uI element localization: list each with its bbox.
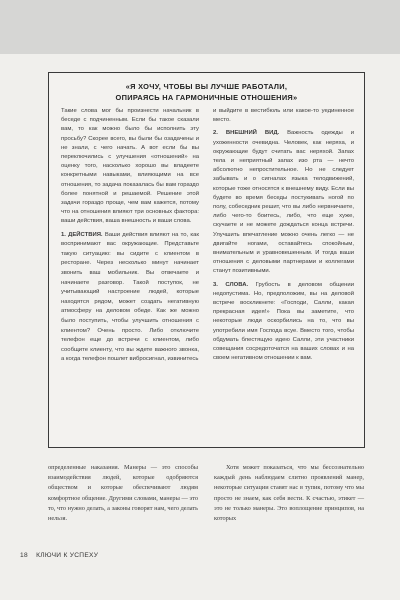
actions-text: Ваши действия влияют на то, как воспринимают вас окружающие. Представьте такую ситуацию: вы сидите с клиентом в ресторане. Через несколько минут начинает звонить ваш мобильник. Вы отвечаете и начинаете разговор. Такой поступок, не учитывающий настроение людей, которые находятся рядом, может создать негативную атмосферу на деловом обеде. Как же можно было поступить, чтобы улучшить отношения с клиентом? Очень просто. Либо отключите телефон еще до встречи с клиентом, либо сообщите клиенту, что вы ждете важного звонка, а когда телефон пошлет вибросигнал, извинитесь [61,231,199,363]
actions-paragraph [61,231,199,365]
box-intro-paragraph: Такие слова мог бы произнести начальник в беседе с подчиненным. Если бы такое сказали вам, то как можно было бы исполнить эту просьбу? Скорее всего, вы были бы озадачены и не знали, с чего начать. А вот если бы вы переключились с улучшения «отношений» на оценку того, насколько хорошо вы владеете конкретными навыками, влияющими на все отношения, то задача показалась бы вам гораздо более понятной и решаемой. Решение этой задачи гораздо проще, чем вам кажется, потому что на отношения влияют три основных фактора: ваши действия, ваша внешность и ваши слова. [61,108,199,225]
box-title [49,81,364,103]
appearance-heading: 2. ВНЕШНИЙ ВИД. [213,130,280,137]
page-footer [20,552,98,559]
body-left-column [48,463,198,524]
running-title: КЛЮЧИ К УСПЕХУ [36,552,99,559]
box-title-line-1: «Я ХОЧУ, ЧТОБЫ ВЫ ЛУЧШЕ РАБОТАЛИ, [125,82,288,91]
body-right-column [214,463,364,524]
words-paragraph [213,281,354,364]
box-title-line-2: ОПИРАЯСЬ НА ГАРМОНИЧНЫЕ ОТНОШЕНИЯ» [115,93,298,102]
box-right-column [213,107,354,367]
actions-heading: 1. ДЕЙСТВИЯ. [61,231,103,238]
words-text: Грубость в деловом общении недопустима. Но, предположим, вы на деловой встрече воскликнете: «Господи, Салли, какая прекрасная идея!» Пока вы заметите, что некоторые люди оскорбились на то, что вы употребили имя Господа всуе. Вместо того, чтобы обдумать блестящую идею Салли, эти участники совещания сосредоточатся на ваших словах и на своем негативном отношении к вам. [213,281,354,362]
page-number: 18 [20,552,28,559]
words-heading: 3. СЛОВА. [213,281,249,288]
body-right-text: Хотя может показаться, что мы бессознательно каждый день наблюдаем слитно проявлений манер, некоторые ситуации ставят нас в тупик, потому что мы просто не знаем, как себя вести. К счастью, этикет — это не только манеры. Это воплощение принципов, на которых [214,464,364,523]
box-left-column [61,107,199,369]
sidebar-box [48,72,365,448]
appearance-text: Важность одежды и ухоженности очевидна. Человек, как неряха, и окружающие будут считать вас неряхой. Запах тела и неприятный запах изо рта — нечто абсолютно непростительное. Но не следует забывать и о сигналах языка телодвижений, которые тоже относятся к внешнему виду. Если вы будете во время беседы постукивать ногой по полу, собеседник решит, что вы либо нервничаете, либо чего-то боитесь, либо, что еще хуже, скучаете и не можете дождаться конца встречи. Улучшить впечатление можно очень легко — не двигайте ногами, оставайтесь спокойным, внимательным и уравновешенным. И тогда ваши отношения с деловыми партнерами и коллегами станут позитивными. [213,130,354,275]
continuation-paragraph: и выйдите в вестибюль или какое-то уединенное место. [213,108,354,124]
body-left-text: определенные наказания. Манеры — это способы взаимодействия людей, которые одобряются обществом и которые обеспечивают людям комфортное общение. Другими словами, манеры — это то, что нужно делать, а законы говорят нам, чего делать нельзя. [48,464,198,523]
appearance-paragraph [213,129,354,276]
